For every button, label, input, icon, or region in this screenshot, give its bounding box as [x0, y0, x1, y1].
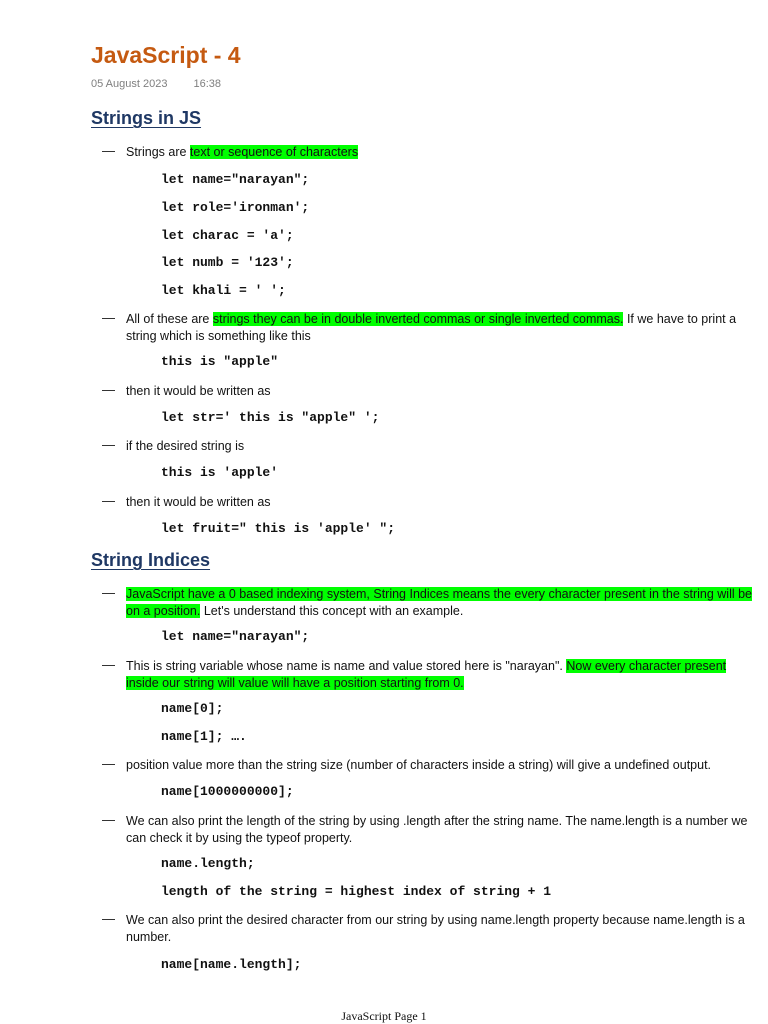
code-line: let name="narayan";	[161, 172, 310, 187]
code-line: this is 'apple'	[161, 465, 279, 480]
code-line: let str=' this is "apple" ';	[161, 410, 380, 425]
bullet-dash: —	[102, 812, 115, 827]
highlighted-text: strings they can be in double inverted commas or single inverted commas.	[212, 312, 624, 326]
code-line: name.length;	[161, 856, 255, 871]
bullet-dash: —	[102, 437, 115, 452]
paragraph	[126, 586, 762, 619]
paragraph: then it would be written as	[126, 384, 271, 398]
bullet-dash: —	[102, 657, 115, 672]
bullet-dash: —	[102, 310, 115, 325]
paragraph: We can also print the length of the string by using .length after the string name. The name.length is a number we can check it by using the typeof property.	[126, 814, 748, 845]
code-line: let numb = '123';	[161, 255, 294, 270]
page-title: JavaScript - 4	[91, 42, 241, 68]
code-line: name[name.length];	[161, 957, 302, 972]
code-line: name[0];	[161, 701, 224, 716]
paragraph-text: If we have to print a string which is something like this	[126, 312, 737, 343]
code-line: length of the string = highest index of string + 1	[161, 884, 552, 899]
paragraph: We can also print the desired character from our string by using name.length property because name.length is a number.	[126, 913, 745, 944]
code-line: let khali = ' ';	[161, 283, 286, 298]
paragraph	[126, 311, 762, 344]
paragraph: then it would be written as	[126, 495, 271, 509]
section-heading-string-indices: String Indices	[91, 550, 211, 570]
page-meta	[91, 78, 221, 90]
highlighted-text: text or sequence of characters	[189, 145, 359, 159]
code-line: this is "apple"	[161, 354, 279, 369]
paragraph: position value more than the string size (number of characters inside a string) will give a undefined output.	[126, 758, 712, 772]
page-footer: JavaScript Page 1	[341, 1009, 427, 1023]
code-line: let role='ironman';	[161, 200, 310, 215]
highlighted-text: JavaScript have a 0 based indexing system, String Indices means the every character present in the string will be on a position.	[126, 587, 753, 618]
paragraph: if the desired string is	[126, 439, 245, 453]
bullet-dash: —	[102, 143, 115, 158]
paragraph-text: Let's understand this concept with an example.	[200, 603, 464, 618]
bullet-dash: —	[102, 585, 115, 600]
paragraph	[126, 658, 762, 691]
bullet-dash: —	[102, 493, 115, 508]
highlighted-text: Now every character present inside our string will value will have a position starting from 0.	[126, 659, 727, 690]
code-line: let name="narayan";	[161, 629, 310, 644]
paragraph-text: Strings are	[126, 145, 190, 159]
code-line: let charac = 'a';	[161, 228, 294, 243]
bullet-dash: —	[102, 756, 115, 771]
page-time: 16:38	[193, 78, 221, 90]
bullet-dash: —	[102, 911, 115, 926]
page-date: 05 August 2023	[91, 78, 168, 90]
bullet-dash: —	[102, 382, 115, 397]
code-line: let fruit=" this is 'apple' ";	[161, 521, 396, 536]
paragraph-text: This is string variable whose name is name and value stored here is "narayan".	[126, 659, 567, 673]
section-heading-strings: Strings in JS	[91, 108, 202, 128]
code-line: name[1000000000];	[161, 784, 294, 799]
code-line: name[1]; ….	[161, 729, 247, 744]
paragraph	[126, 144, 762, 161]
paragraph-text: All of these are	[126, 312, 213, 326]
